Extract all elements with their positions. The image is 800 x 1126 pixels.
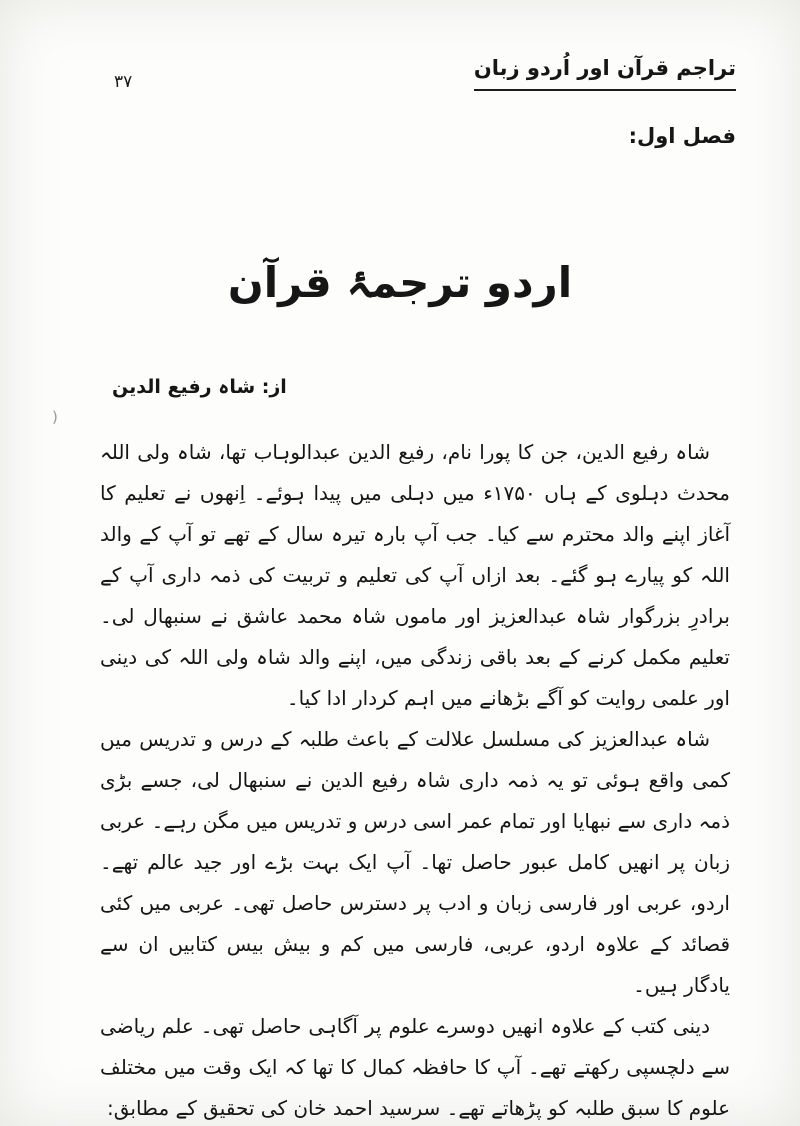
byline: از: شاہ رفیع الدین (112, 376, 287, 398)
main-title: اردو ترجمۂ قرآن (227, 258, 573, 307)
chapter-heading: فصل اول: (628, 124, 736, 148)
page-number: ۳۷ (114, 72, 133, 92)
running-header: تراجم قرآن اور اُردو زبان (474, 56, 736, 91)
paragraph-biography: شاہ رفیع الدین، جن کا پورا نام، رفیع الدین عبدالوہاب تھا، شاہ ولی اللہ محدث دہلوی کے ہاں ۱۷۵۰ء میں دہلی میں پیدا ہوئے۔ اِنھوں نے تعلیم کا آغاز اپنے والد محترم سے کیا۔ جب آپ بارہ تیرہ سال کے تھے تو آپ کے والد اللہ کو پیارے ہو گئے۔ بعد ازاں آپ کی تعلیم و تربیت کی ذمہ داری آپ کے برادرِ بزرگوار شاہ عبدالعزیز اور ماموں شاہ محمد عاشق نے سنبھال لی۔ تعلیم مکمل کرنے کے بعد باقی زندگی میں، اپنے والد شاہ ولی اللہ کی دینی اور علمی روایت کو آگے بڑھانے میں اہم کردار ادا کیا۔ (100, 440, 731, 710)
body-text (100, 432, 730, 1126)
paragraph-teaching: شاہ عبدالعزیز کی مسلسل علالت کے باعث طلبہ کے درس و تدریس میں کمی واقع ہوئی تو یہ ذمہ داری شاہ رفیع الدین نے سنبھال لی، جسے بڑی ذمہ داری سے نبھایا اور تمام عمر اسی درس و تدریس میں مگن رہے۔ عربی زبان پر انھیں کامل عبور حاصل تھا۔ آپ ایک بہت بڑے اور جید عالم تھے۔ اردو، عربی اور فارسی زبان و ادب پر دسترس حاصل تھی۔ عربی میں کئی قصائد کے علاوہ اردو، عربی، فارسی میں کم و بیش بیس کتابیں ان سے یادگار ہیں۔ (100, 727, 730, 997)
scan-artifact: ( (52, 408, 58, 426)
paragraph-knowledge: دینی کتب کے علاوہ انھیں دوسرے علوم پر آگاہی حاصل تھی۔ علم ریاضی سے دلچسپی رکھتے تھے۔ آپ کا حافظہ کمال کا تھا کہ ایک وقت میں مختلف علوم کا سبق طلبہ کو پڑھاتے تھے۔ سرسید احمد خان کی تحقیق کے مطابق: (100, 1014, 730, 1120)
